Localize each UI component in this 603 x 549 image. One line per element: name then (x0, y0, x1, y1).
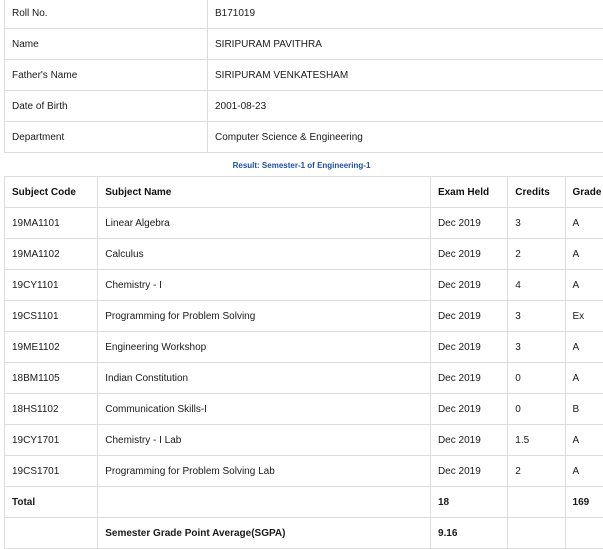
subject-code-cell: 19CY1101 (5, 270, 98, 301)
sgpa-empty-credits (508, 518, 565, 549)
subject-name-cell: Calculus (98, 239, 431, 270)
info-label: Father's Name (5, 60, 208, 91)
subject-code-cell: 19CS1101 (5, 301, 98, 332)
info-value: SIRIPURAM VENKATESHAM (208, 60, 603, 91)
header-credits: Credits (508, 177, 565, 208)
info-label: Department (5, 122, 208, 153)
total-label: Total (5, 487, 98, 518)
credits-cell: 3 (508, 208, 565, 239)
subject-code-cell: 19CS1701 (5, 456, 98, 487)
info-value: SIRIPURAM PAVITHRA (208, 29, 603, 60)
exam-held-cell: Dec 2019 (430, 270, 507, 301)
table-row (5, 425, 603, 456)
grade-cell: A (565, 456, 603, 487)
header-subject-name: Subject Name (98, 177, 431, 208)
info-row (5, 0, 603, 29)
credits-cell: 4 (508, 270, 565, 301)
grade-cell: A (565, 208, 603, 239)
grade-cell: A (565, 425, 603, 456)
sgpa-label: Semester Grade Point Average(SGPA) (98, 518, 431, 549)
total-grade-points: 169 (565, 487, 603, 518)
info-row (5, 60, 603, 91)
subject-name-cell: Linear Algebra (98, 208, 431, 239)
table-row (5, 301, 603, 332)
exam-held-cell: Dec 2019 (430, 363, 507, 394)
grade-cell: A (565, 270, 603, 301)
credits-cell: 2 (508, 239, 565, 270)
exam-held-cell: Dec 2019 (430, 208, 507, 239)
info-label: Roll No. (5, 0, 208, 29)
subject-code-cell: 19ME1102 (5, 332, 98, 363)
info-value: Computer Science & Engineering (208, 122, 603, 153)
subject-name-cell: Engineering Workshop (98, 332, 431, 363)
subject-name-cell: Chemistry - I (98, 270, 431, 301)
credits-cell: 0 (508, 363, 565, 394)
table-row (5, 332, 603, 363)
grade-cell: A (565, 363, 603, 394)
header-grade: Grade (565, 177, 603, 208)
sgpa-empty-code (5, 518, 98, 549)
credits-cell: 0 (508, 394, 565, 425)
header-exam-held: Exam Held (430, 177, 507, 208)
sgpa-row (5, 518, 603, 549)
header-subject-code: Subject Code (5, 177, 98, 208)
sgpa-empty-grade (565, 518, 603, 549)
info-label: Name (5, 29, 208, 60)
subject-code-cell: 19MA1101 (5, 208, 98, 239)
table-row (5, 239, 603, 270)
exam-held-cell: Dec 2019 (430, 456, 507, 487)
total-row (5, 487, 603, 518)
student-info-table (4, 0, 603, 153)
sgpa-value: 9.16 (430, 518, 507, 549)
credits-cell: 3 (508, 301, 565, 332)
grade-cell: Ex (565, 301, 603, 332)
credits-cell: 1.5 (508, 425, 565, 456)
grades-header-row (5, 177, 603, 208)
grade-cell: B (565, 394, 603, 425)
exam-held-cell: Dec 2019 (430, 332, 507, 363)
subject-code-cell: 18BM1105 (5, 363, 98, 394)
table-row (5, 456, 603, 487)
table-row (5, 208, 603, 239)
result-title: Result: Semester-1 of Engineering-1 (0, 161, 603, 170)
total-empty-credits (508, 487, 565, 518)
subject-name-cell: Communication Skills-I (98, 394, 431, 425)
subject-name-cell: Programming for Problem Solving Lab (98, 456, 431, 487)
info-row (5, 122, 603, 153)
table-row (5, 394, 603, 425)
table-row (5, 270, 603, 301)
exam-held-cell: Dec 2019 (430, 239, 507, 270)
subject-code-cell: 18HS1102 (5, 394, 98, 425)
subject-name-cell: Indian Constitution (98, 363, 431, 394)
subject-name-cell: Programming for Problem Solving (98, 301, 431, 332)
subject-code-cell: 19MA1102 (5, 239, 98, 270)
subject-name-cell: Chemistry - I Lab (98, 425, 431, 456)
total-credits: 18 (430, 487, 507, 518)
info-value: B171019 (208, 0, 603, 29)
info-row (5, 91, 603, 122)
credits-cell: 2 (508, 456, 565, 487)
info-label: Date of Birth (5, 91, 208, 122)
grade-cell: A (565, 332, 603, 363)
exam-held-cell: Dec 2019 (430, 394, 507, 425)
grades-table (4, 176, 603, 549)
subject-code-cell: 19CY1701 (5, 425, 98, 456)
info-value: 2001-08-23 (208, 91, 603, 122)
exam-held-cell: Dec 2019 (430, 425, 507, 456)
total-empty-name (98, 487, 431, 518)
info-row (5, 29, 603, 60)
grade-cell: A (565, 239, 603, 270)
exam-held-cell: Dec 2019 (430, 301, 507, 332)
table-row (5, 363, 603, 394)
credits-cell: 3 (508, 332, 565, 363)
